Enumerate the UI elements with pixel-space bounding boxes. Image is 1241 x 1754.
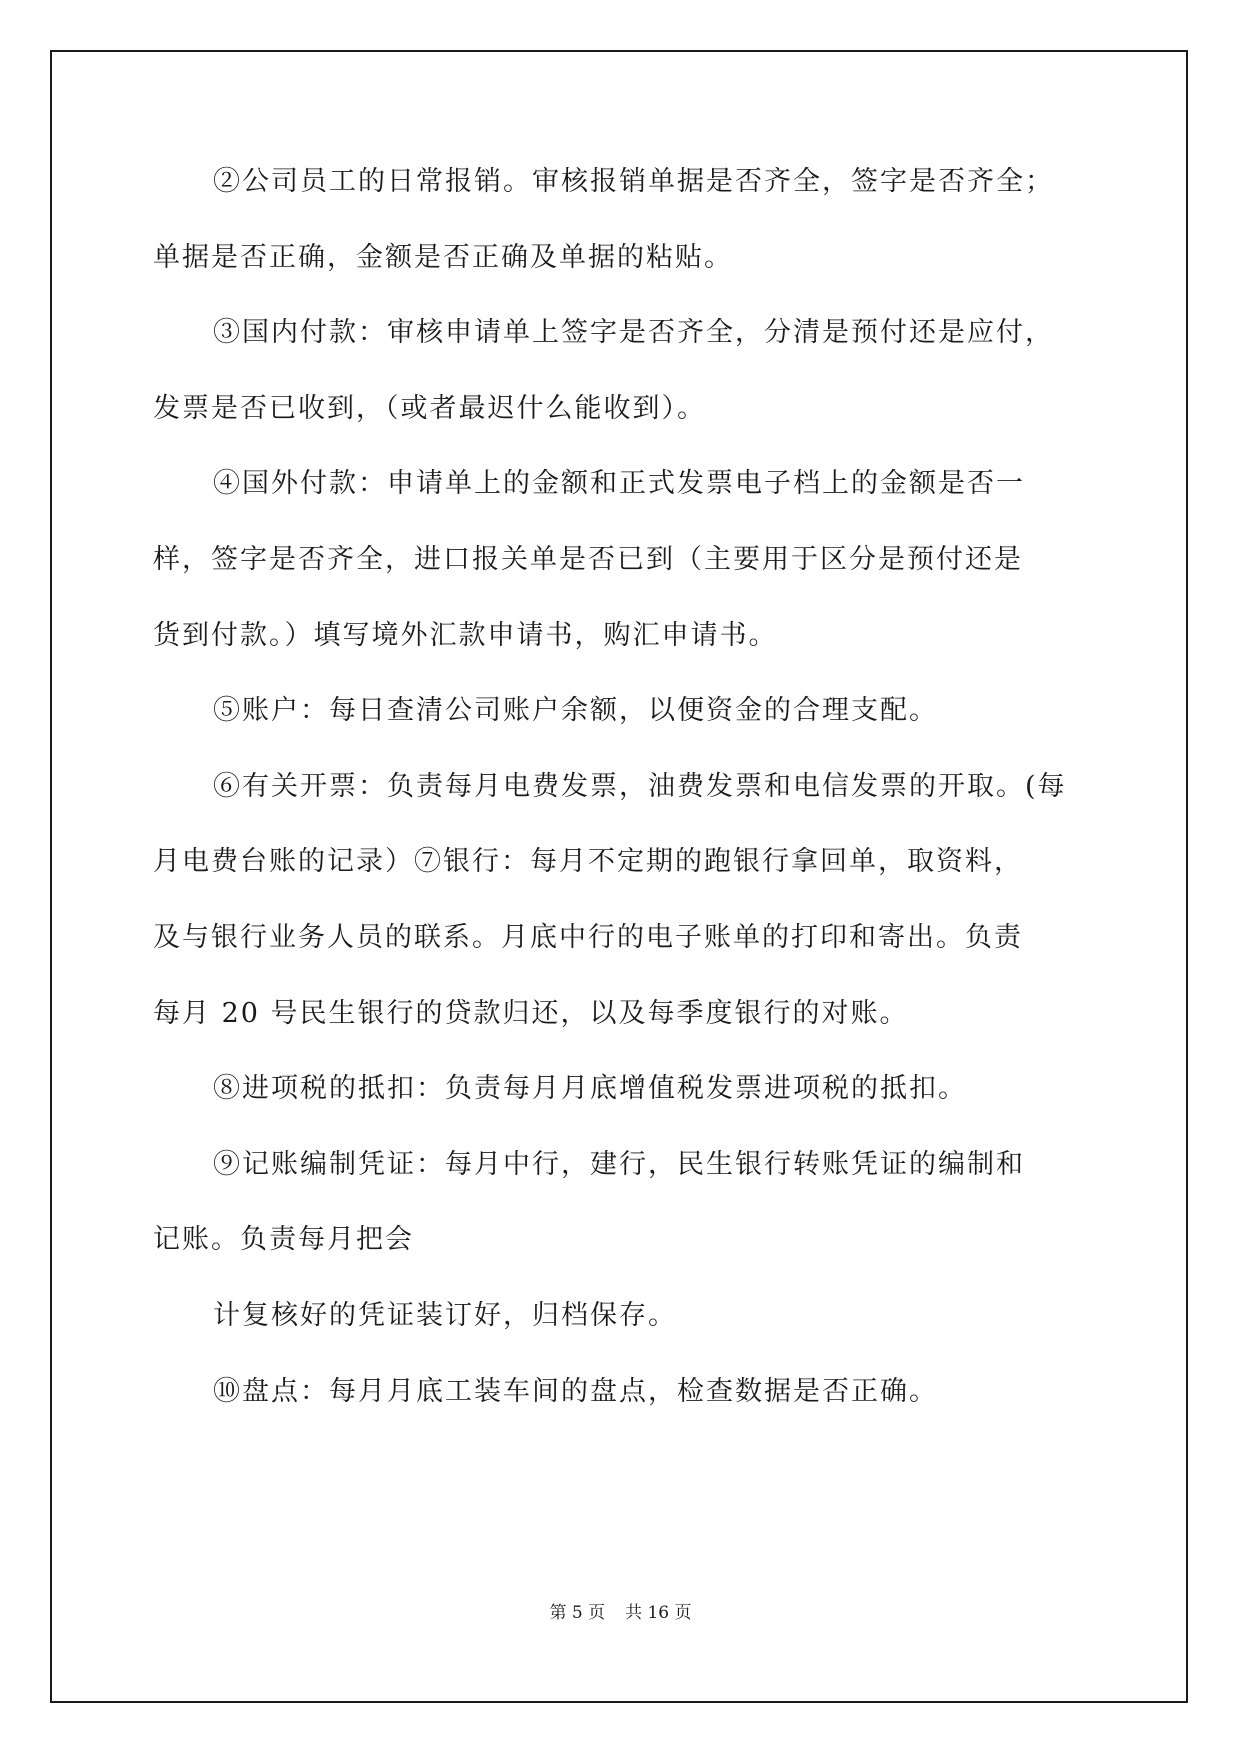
paragraph-line: ⑩盘点：每月月底工装车间的盘点，检查数据是否正确。 — [213, 1375, 938, 1407]
paragraph-line: ⑨记账编制凭证：每月中行，建行，民生银行转账凭证的编制和 — [213, 1148, 1025, 1180]
paragraph-line: 记账。负责每月把会 — [153, 1224, 414, 1256]
paragraph-line: ⑤账户：每日查清公司账户余额，以便资金的合理支配。 — [213, 695, 938, 727]
paragraph-line: 货到付款。）填写境外汇款申请书，购汇申请书。 — [153, 619, 778, 651]
document-body — [153, 162, 1093, 1447]
paragraph-line: 及与银行业务人员的联系。月底中行的电子账单的打印和寄出。负责 — [153, 921, 1023, 953]
paragraph-line: ⑧进项税的抵扣：负责每月月底增值税发票进项税的抵扣。 — [213, 1073, 967, 1105]
paragraph-line: 月电费台账的记录）⑦银行：每月不定期的跑银行拿回单，取资料， — [153, 846, 1023, 878]
paragraph-line: ④国外付款：申请单上的金额和正式发票电子档上的金额是否一 — [213, 468, 1025, 500]
paragraph-line: ③国内付款：审核申请单上签字是否齐全，分清是预付还是应付， — [213, 317, 1054, 349]
paragraph-line: ⑥有关开票：负责每月电费发票，油费发票和电信发票的开取。(每 — [213, 770, 1067, 802]
paragraph-line: 发票是否已收到，（或者最迟什么能收到）。 — [153, 392, 706, 424]
page-total: 共 16 页 — [625, 1603, 692, 1623]
paragraph-line: 计复核好的凭证装订好，归档保存。 — [213, 1299, 677, 1331]
page-footer — [0, 1598, 1241, 1623]
paragraph-line: 每月 20 号民生银行的贷款归还，以及每季度银行的对账。 — [153, 997, 909, 1029]
paragraph-line: 样，签字是否齐全，进口报关单是否已到（主要用于区分是预付还是 — [153, 543, 1023, 575]
paragraph-line: ②公司员工的日常报销。审核报销单据是否齐全，签字是否齐全； — [213, 166, 1054, 197]
page-number: 第 5 页 — [549, 1603, 606, 1623]
paragraph-line: 单据是否正确，金额是否正确及单据的粘贴。 — [153, 241, 733, 273]
